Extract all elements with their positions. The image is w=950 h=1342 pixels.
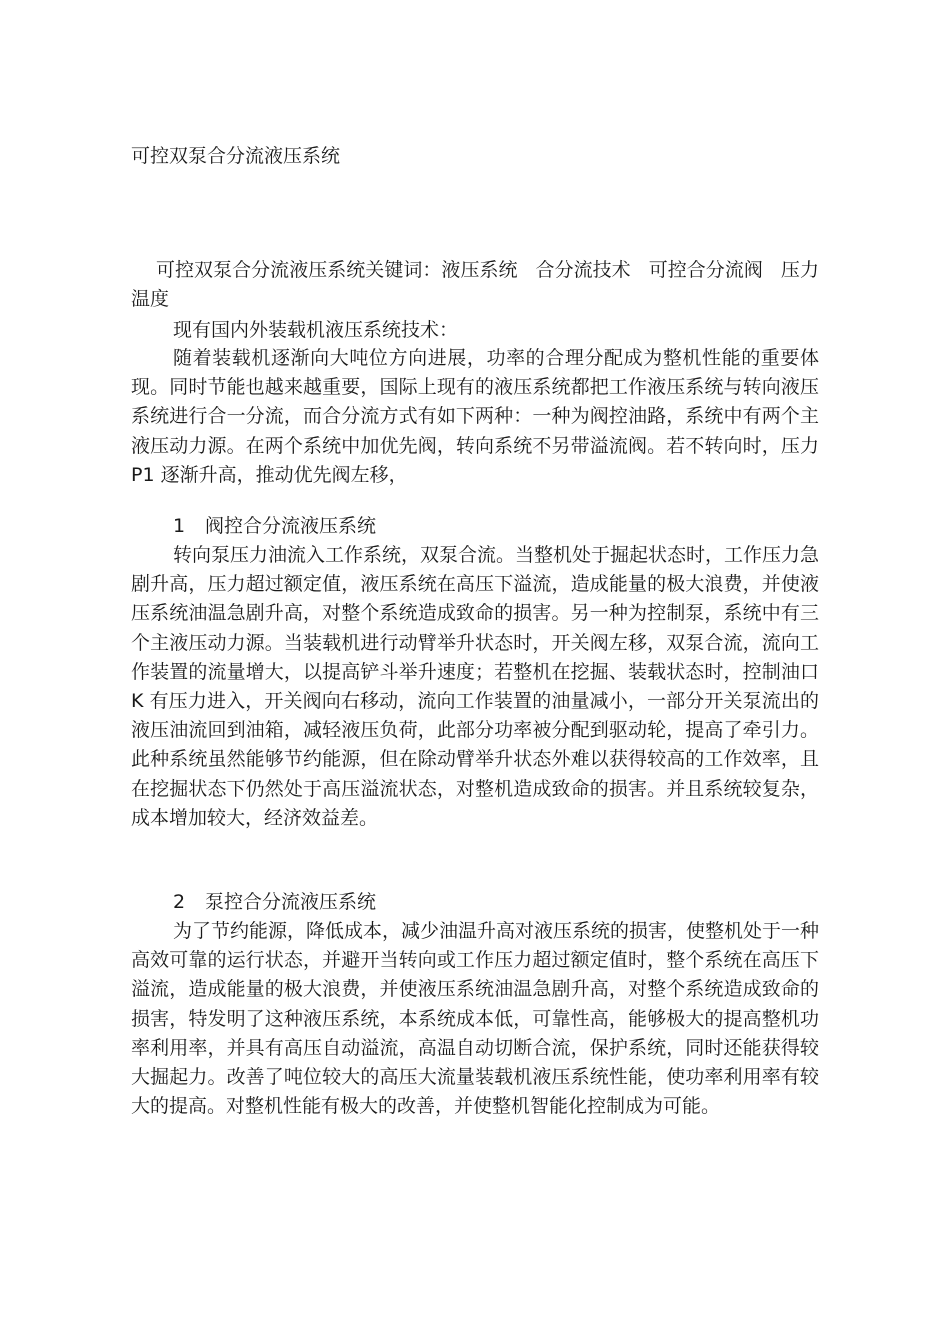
section-paragraph: 转向泵压力油流入工作系统，双泵合流。当整机处于掘起状态时，工作压力急剧升高，压力超过额定值，液压系统在高压下溢流，造成能量的极大浪费，并使液压系统油温急剧升高，对整个系统造成致命的损害。另一种为控制泵，系统中有三个主液压动力源。当装载机进行动臂举升状态时，开关阀左移，双泵合流，流向工作装置的流量增大，以提高铲斗举升速度；若整机在挖掘、装载状态时，控制油口 K 有压力进入，开关阀向右移动，流向工作装置的油量减小，一部分开关泵流出的液压油流回到油箱，减轻液压负荷，此部分功率被分配到驱动轮，提高了牵引力。此种系统虽然能够节约能源，但在除动臂举升状态外难以获得较高的工作效率，且在挖掘状态下仍然处于高压溢流状态，对整机造成致命的损害。并且系统较复杂，成本增加较大，经济效益差。 [131,544,820,829]
intro-paragraph: 随着装载机逐渐向大吨位方向进展，功率的合理分配成为整机性能的重要体现。同时节能也越来越重要，国际上现有的液压系统都把工作液压系统与转向液压系统进行合一分流，而合分流方式有如下两种：一种为阀控油路，系统中有两个主液压动力源。在两个系统中加优先阀，转向系统不另带溢流阀。若不转向时，压力 P1 逐渐升高，推动优先阀左移， [131,347,819,486]
keyword: 可控合分流阀 [648,259,763,281]
section-heading [131,512,819,541]
keyword: 液压系统 [441,259,518,281]
section-paragraph: 为了节约能源，降低成本，减少油温升高对液压系统的损害，使整机处于一种高效可靠的运行状态，并避开当转向或工作压力超过额定值时，整个系统在高压下溢流，造成能量的极大浪费，并使液压系统油温急剧升高，对整个系统造成致命的损害，特发明了这种液压系统，本系统成本低，可靠性高，能够极大的提高整机功率利用率，并具有高压自动溢流，高温自动切断合流，保护系统，同时还能获得较大掘起力。改善了吨位较大的高压大流量装载机液压系统性能，使功率利用率有较大的提高。对整机性能有极大的改善，并使整机智能化控制成为可能。 [131,920,820,1118]
section-number: 1 [173,515,186,537]
section-heading-text: 阀控合分流液压系统 [205,515,377,537]
section-number: 2 [173,891,186,913]
keyword: 合分流技术 [535,259,631,281]
keywords-line [131,256,819,314]
intro-heading: 现有国内外装载机液压系统技术： [173,319,459,341]
keyword: 压力温度 [131,259,819,311]
section-heading-text: 泵控合分流液压系统 [205,891,377,913]
keywords-prefix: 可控双泵合分流液压系统关键词： [156,259,442,281]
document-title: 可控双泵合分流液压系统 [131,145,341,167]
section-heading [131,888,819,917]
